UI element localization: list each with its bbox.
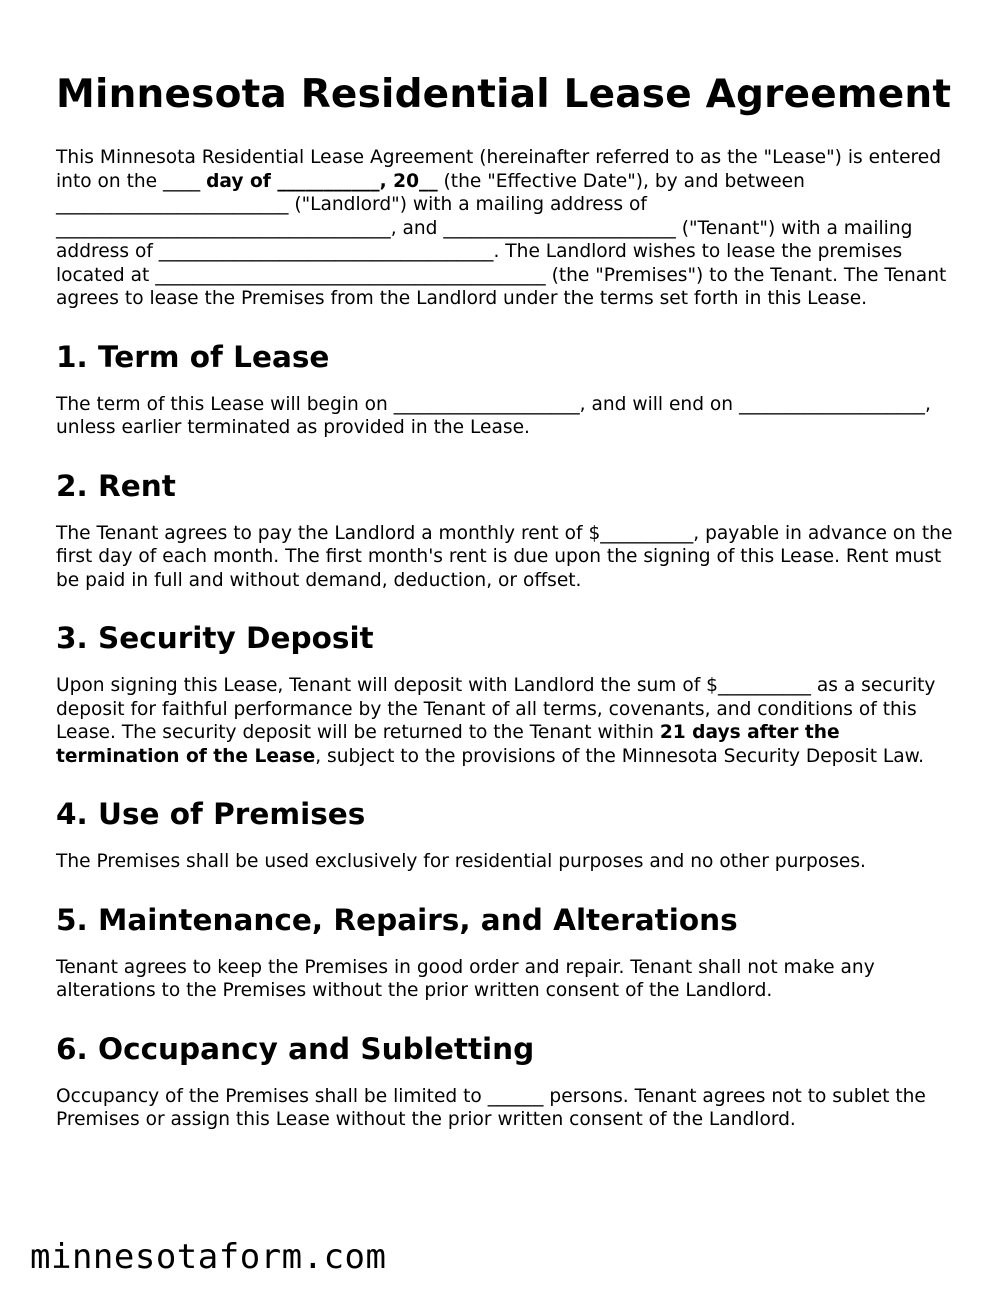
deposit-text-before: Upon signing this Lease, Tenant will deposit with Landlord the sum of $__________ as a security deposit for faithful performance by the Tenant of all terms, covenants, and conditions of this Lease. The security deposit will be returned to the Tenant within: [56, 675, 936, 743]
section-text-use-of-premises: The Premises shall be used exclusively for residential purposes and no other purposes.: [56, 851, 866, 872]
section-text-maintenance: Tenant agrees to keep the Premises in good order and repair. Tenant shall not make any alterations to the Premises without the prior written consent of the Landlord.: [56, 956, 875, 1001]
footer-watermark: minnesotaform.com: [30, 1237, 387, 1277]
section-text-rent: The Tenant agrees to pay the Landlord a monthly rent of $__________, payable in advance on the first day of each month. The first month's rent is due upon the signing of this Lease. Rent must be paid in full and without demand, deduction, or offset.: [56, 522, 953, 591]
intro-text-1: This Minnesota Residential Lease Agreement (hereinafter referred to as the "Lease") is entered into on the ____: [56, 147, 942, 192]
deposit-text-after: , subject to the provisions of the Minnesota Security Deposit Law.: [315, 745, 925, 767]
section-heading-maintenance: 5. Maintenance, Repairs, and Alterations: [56, 902, 738, 937]
section-heading-rent: 2. Rent: [56, 468, 176, 503]
document-page: [56, 72, 956, 1160]
section-heading-use-of-premises: 4. Use of Premises: [56, 797, 366, 831]
section-heading-security-deposit: 3. Security Deposit: [56, 621, 374, 655]
section-heading-term: 1. Term of Lease: [56, 339, 330, 374]
intro-text-2: (the "Effective Date"), by and between _________________________ ("Landlord") with a mailing address of ____________________________________, and _________________________ ("Tenant") with a mailing address of ____________________________________. The Landlord wishes to lease the premises located at __________________________________________ (the "Premises") to the Tenant. The Tenant agrees to lease the Premises from the Landlord under the terms set forth in this Lease.: [56, 170, 947, 309]
section-text-occupancy: Occupancy of the Premises shall be limited to ______ persons. Tenant agrees not to sublet the Premises or assign this Lease without the prior written consent of the Landlord.: [56, 1085, 926, 1130]
section-heading-occupancy: 6. Occupancy and Subletting: [56, 1031, 535, 1066]
intro-paragraph: [56, 146, 956, 311]
deposit-text-bold: 21 days after the termination of the Lease: [56, 722, 840, 767]
document-title: Minnesota Residential Lease Agreement: [56, 72, 952, 117]
section-text-security-deposit: [56, 674, 956, 768]
section-text-term: The term of this Lease will begin on ____________________, and will end on ____________________, unless earlier terminated as provided in the Lease.: [56, 393, 931, 438]
intro-date-bold: day of ___________, 20__: [206, 170, 438, 192]
